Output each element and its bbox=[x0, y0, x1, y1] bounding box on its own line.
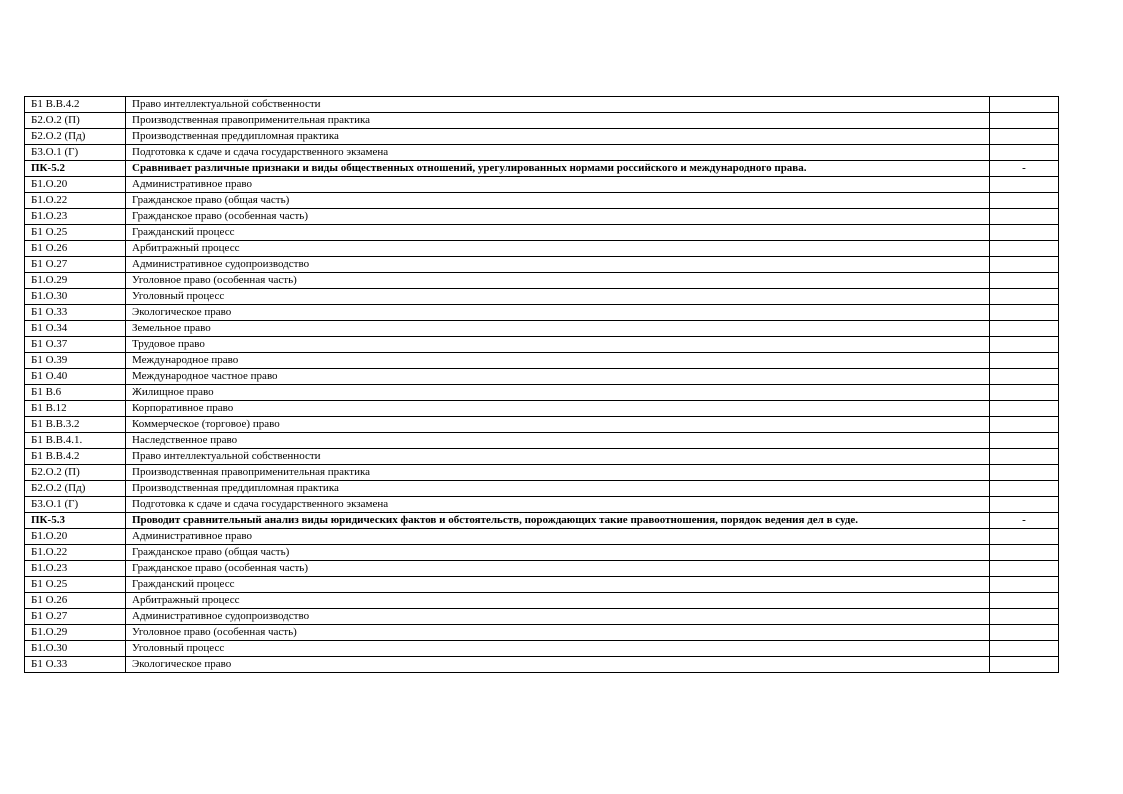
name-cell: Гражданское право (общая часть) bbox=[126, 545, 990, 561]
mark-cell bbox=[990, 481, 1059, 497]
code-cell: Б1 В.6 bbox=[25, 385, 126, 401]
mark-cell bbox=[990, 177, 1059, 193]
mark-cell bbox=[990, 577, 1059, 593]
name-cell: Гражданский процесс bbox=[126, 577, 990, 593]
name-cell: Административное право bbox=[126, 177, 990, 193]
table-row bbox=[25, 225, 1059, 241]
table-row bbox=[25, 401, 1059, 417]
table-row bbox=[25, 609, 1059, 625]
mark-cell bbox=[990, 97, 1059, 113]
code-cell: Б1 О.26 bbox=[25, 241, 126, 257]
table-row bbox=[25, 193, 1059, 209]
name-cell: Проводит сравнительный анализ виды юридических фактов и обстоятельств, порождающих такие правоотношения, порядок ведения дел в суде. bbox=[126, 513, 990, 529]
code-cell: Б1.О.22 bbox=[25, 545, 126, 561]
code-cell: Б1 О.25 bbox=[25, 225, 126, 241]
table-row bbox=[25, 577, 1059, 593]
name-cell: Право интеллектуальной собственности bbox=[126, 449, 990, 465]
code-cell: ПК-5.2 bbox=[25, 161, 126, 177]
name-cell: Международное право bbox=[126, 353, 990, 369]
mark-cell bbox=[990, 321, 1059, 337]
mark-cell bbox=[990, 401, 1059, 417]
mark-cell bbox=[990, 433, 1059, 449]
name-cell: Производственная преддипломная практика bbox=[126, 481, 990, 497]
table-row bbox=[25, 497, 1059, 513]
mark-cell bbox=[990, 657, 1059, 673]
name-cell: Уголовный процесс bbox=[126, 641, 990, 657]
discipline-table bbox=[24, 96, 1059, 673]
mark-cell bbox=[990, 369, 1059, 385]
name-cell: Арбитражный процесс bbox=[126, 593, 990, 609]
table-row bbox=[25, 625, 1059, 641]
code-cell: Б1 В.В.4.2 bbox=[25, 449, 126, 465]
table-row bbox=[25, 449, 1059, 465]
table-row bbox=[25, 529, 1059, 545]
code-cell: Б1 О.37 bbox=[25, 337, 126, 353]
mark-cell: - bbox=[990, 513, 1059, 529]
mark-cell bbox=[990, 609, 1059, 625]
name-cell: Арбитражный процесс bbox=[126, 241, 990, 257]
code-cell: Б1.О.20 bbox=[25, 529, 126, 545]
mark-cell bbox=[990, 241, 1059, 257]
mark-cell bbox=[990, 129, 1059, 145]
mark-cell bbox=[990, 209, 1059, 225]
mark-cell bbox=[990, 225, 1059, 241]
table-row bbox=[25, 289, 1059, 305]
code-cell: Б1 О.26 bbox=[25, 593, 126, 609]
mark-cell bbox=[990, 385, 1059, 401]
name-cell: Экологическое право bbox=[126, 657, 990, 673]
mark-cell bbox=[990, 561, 1059, 577]
code-cell: Б2.О.2 (Пд) bbox=[25, 481, 126, 497]
code-cell: Б1 О.39 bbox=[25, 353, 126, 369]
name-cell: Гражданский процесс bbox=[126, 225, 990, 241]
table-row bbox=[25, 593, 1059, 609]
code-cell: Б1 О.40 bbox=[25, 369, 126, 385]
mark-cell bbox=[990, 545, 1059, 561]
name-cell: Производственная правоприменительная практика bbox=[126, 113, 990, 129]
name-cell: Производственная правоприменительная практика bbox=[126, 465, 990, 481]
mark-cell bbox=[990, 497, 1059, 513]
name-cell: Гражданское право (общая часть) bbox=[126, 193, 990, 209]
name-cell: Право интеллектуальной собственности bbox=[126, 97, 990, 113]
code-cell: Б1 О.33 bbox=[25, 305, 126, 321]
code-cell: Б1 В.В.4.1. bbox=[25, 433, 126, 449]
table-row bbox=[25, 177, 1059, 193]
name-cell: Административное судопроизводство bbox=[126, 257, 990, 273]
name-cell: Наследственное право bbox=[126, 433, 990, 449]
competency-row bbox=[25, 161, 1059, 177]
name-cell: Экологическое право bbox=[126, 305, 990, 321]
code-cell: Б3.О.1 (Г) bbox=[25, 145, 126, 161]
mark-cell bbox=[990, 145, 1059, 161]
name-cell: Корпоративное право bbox=[126, 401, 990, 417]
table-row bbox=[25, 369, 1059, 385]
code-cell: Б2.О.2 (П) bbox=[25, 113, 126, 129]
name-cell: Гражданское право (особенная часть) bbox=[126, 209, 990, 225]
competency-row bbox=[25, 513, 1059, 529]
name-cell: Трудовое право bbox=[126, 337, 990, 353]
code-cell: Б1 О.27 bbox=[25, 257, 126, 273]
table-row bbox=[25, 561, 1059, 577]
mark-cell bbox=[990, 593, 1059, 609]
table-row bbox=[25, 657, 1059, 673]
table-row bbox=[25, 145, 1059, 161]
code-cell: Б3.О.1 (Г) bbox=[25, 497, 126, 513]
name-cell: Коммерческое (торговое) право bbox=[126, 417, 990, 433]
mark-cell bbox=[990, 257, 1059, 273]
name-cell: Гражданское право (особенная часть) bbox=[126, 561, 990, 577]
table-row bbox=[25, 129, 1059, 145]
code-cell: ПК-5.3 bbox=[25, 513, 126, 529]
mark-cell bbox=[990, 273, 1059, 289]
code-cell: Б1 В.В.4.2 bbox=[25, 97, 126, 113]
name-cell: Уголовное право (особенная часть) bbox=[126, 273, 990, 289]
name-cell: Уголовный процесс bbox=[126, 289, 990, 305]
code-cell: Б1.О.23 bbox=[25, 209, 126, 225]
code-cell: Б1 В.В.3.2 bbox=[25, 417, 126, 433]
name-cell: Административное судопроизводство bbox=[126, 609, 990, 625]
code-cell: Б1 О.27 bbox=[25, 609, 126, 625]
mark-cell bbox=[990, 193, 1059, 209]
code-cell: Б1.О.29 bbox=[25, 273, 126, 289]
mark-cell bbox=[990, 289, 1059, 305]
mark-cell bbox=[990, 529, 1059, 545]
table-row bbox=[25, 481, 1059, 497]
name-cell: Международное частное право bbox=[126, 369, 990, 385]
mark-cell bbox=[990, 641, 1059, 657]
code-cell: Б1.О.29 bbox=[25, 625, 126, 641]
table-row bbox=[25, 465, 1059, 481]
mark-cell bbox=[990, 465, 1059, 481]
table-row bbox=[25, 321, 1059, 337]
name-cell: Подготовка к сдаче и сдача государственного экзамена bbox=[126, 145, 990, 161]
table-row bbox=[25, 385, 1059, 401]
table-row bbox=[25, 641, 1059, 657]
name-cell: Сравнивает различные признаки и виды общественных отношений, урегулированных нормами российского и международного права. bbox=[126, 161, 990, 177]
code-cell: Б1 О.33 bbox=[25, 657, 126, 673]
table-row bbox=[25, 97, 1059, 113]
table-row bbox=[25, 417, 1059, 433]
mark-cell bbox=[990, 353, 1059, 369]
name-cell: Подготовка к сдаче и сдача государственного экзамена bbox=[126, 497, 990, 513]
mark-cell bbox=[990, 625, 1059, 641]
table-row bbox=[25, 209, 1059, 225]
table-body bbox=[25, 97, 1059, 673]
mark-cell: - bbox=[990, 161, 1059, 177]
code-cell: Б1 О.34 bbox=[25, 321, 126, 337]
code-cell: Б1.О.30 bbox=[25, 289, 126, 305]
table-row bbox=[25, 433, 1059, 449]
code-cell: Б2.О.2 (П) bbox=[25, 465, 126, 481]
table-row bbox=[25, 257, 1059, 273]
mark-cell bbox=[990, 417, 1059, 433]
mark-cell bbox=[990, 113, 1059, 129]
mark-cell bbox=[990, 337, 1059, 353]
name-cell: Земельное право bbox=[126, 321, 990, 337]
name-cell: Административное право bbox=[126, 529, 990, 545]
table-row bbox=[25, 241, 1059, 257]
mark-cell bbox=[990, 449, 1059, 465]
table-row bbox=[25, 273, 1059, 289]
code-cell: Б1.О.30 bbox=[25, 641, 126, 657]
name-cell: Производственная преддипломная практика bbox=[126, 129, 990, 145]
table-row bbox=[25, 113, 1059, 129]
code-cell: Б1.О.22 bbox=[25, 193, 126, 209]
table-row bbox=[25, 305, 1059, 321]
name-cell: Уголовное право (особенная часть) bbox=[126, 625, 990, 641]
name-cell: Жилищное право bbox=[126, 385, 990, 401]
table-row bbox=[25, 545, 1059, 561]
code-cell: Б1.О.20 bbox=[25, 177, 126, 193]
code-cell: Б2.О.2 (Пд) bbox=[25, 129, 126, 145]
code-cell: Б1.О.23 bbox=[25, 561, 126, 577]
table-row bbox=[25, 353, 1059, 369]
mark-cell bbox=[990, 305, 1059, 321]
table-row bbox=[25, 337, 1059, 353]
code-cell: Б1 О.25 bbox=[25, 577, 126, 593]
code-cell: Б1 В.12 bbox=[25, 401, 126, 417]
